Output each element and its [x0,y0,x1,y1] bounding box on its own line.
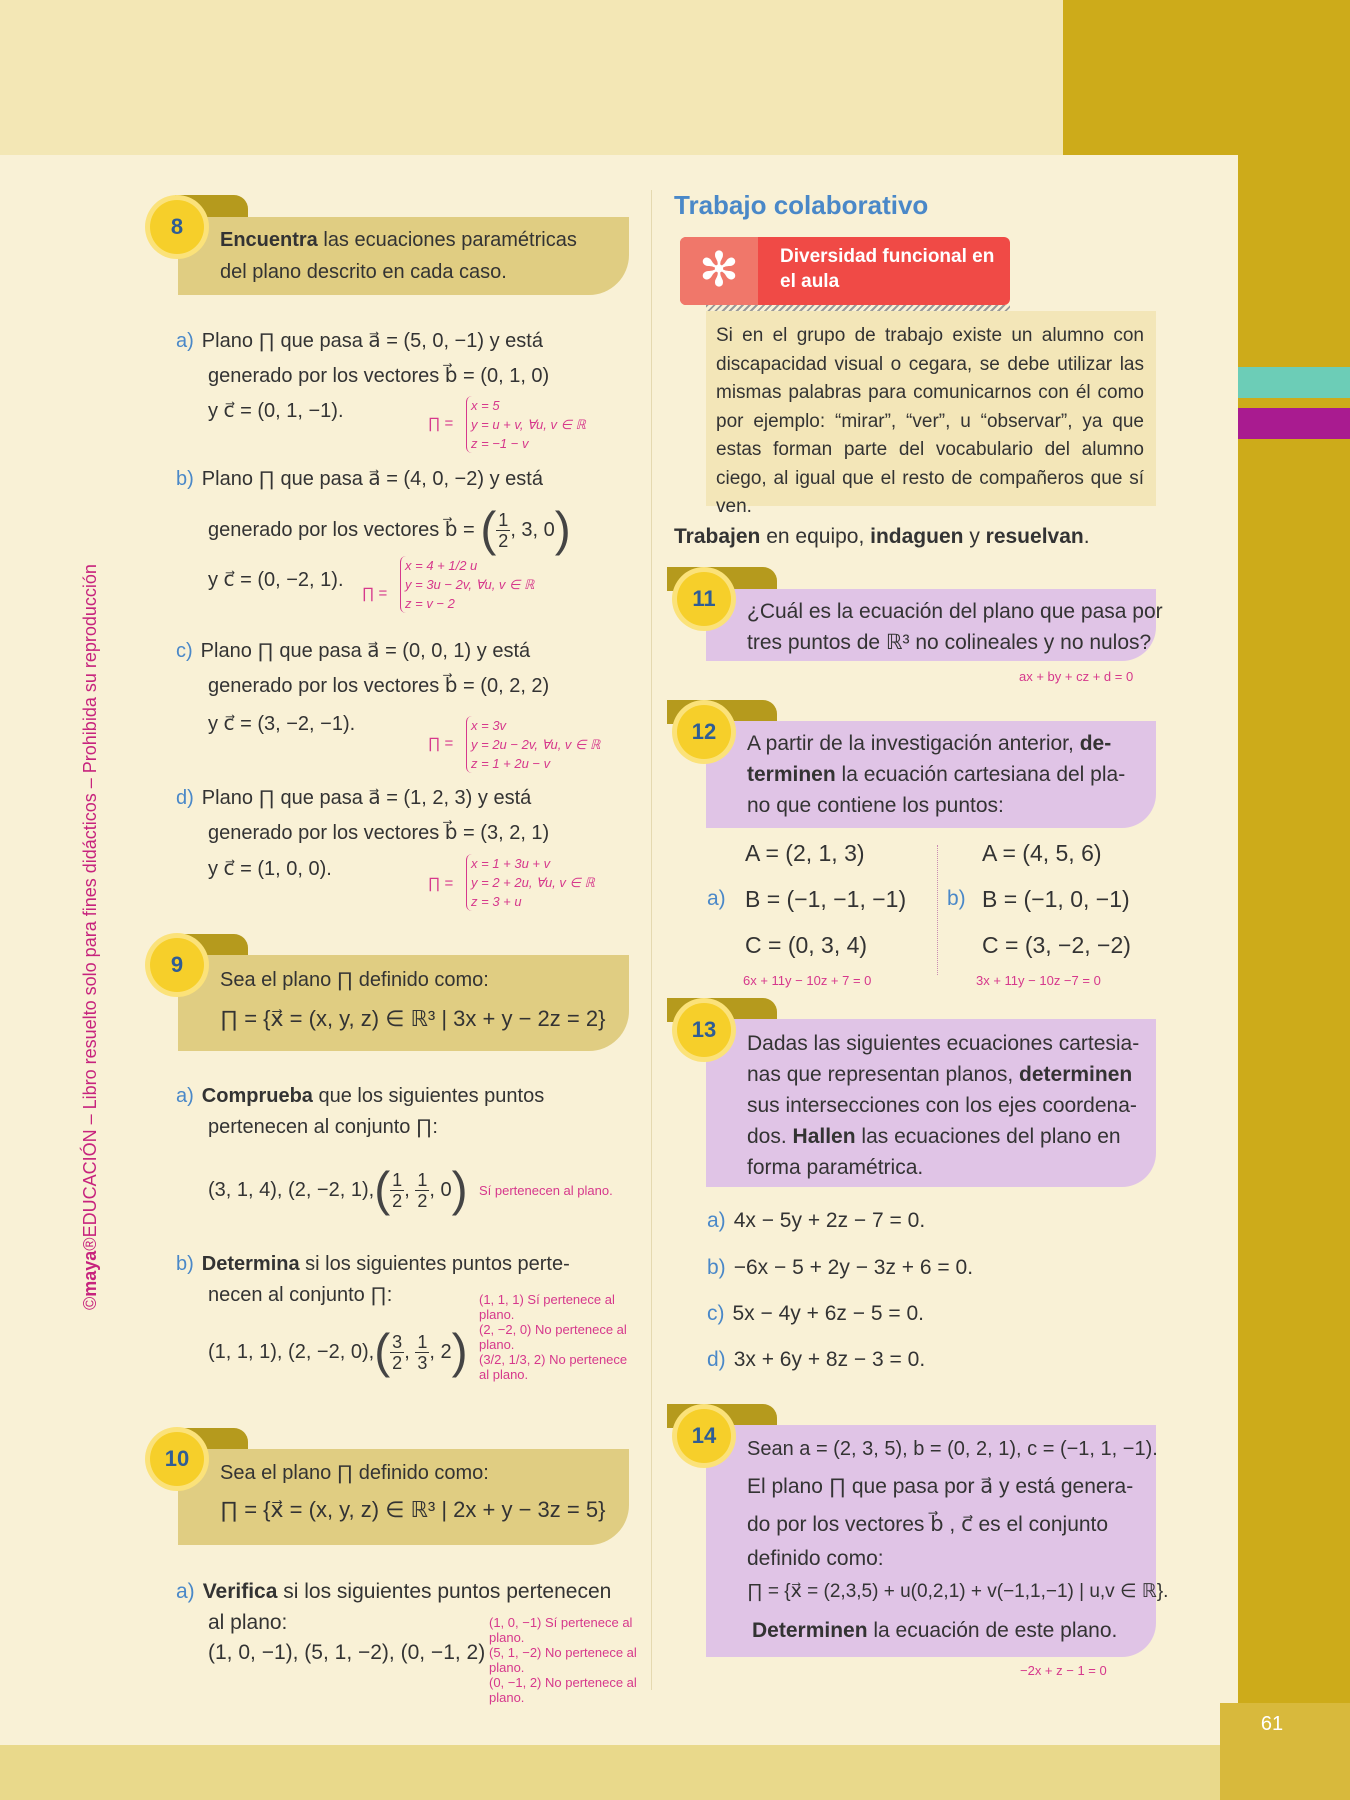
p8b-frac [496,510,510,551]
p9a-l2: pertenecen al conjunto ∏: [208,1116,438,1138]
p9b-letter: b) [176,1253,194,1275]
p9a-answer: Sí pertenecen al plano. [479,1183,613,1198]
p8b-s3: z = v − 2 [405,596,455,611]
badge-10: 10 [150,1432,204,1486]
p9a-pts: (3, 1, 4), (2, −2, 1), [208,1179,375,1201]
p9a-frac2 [415,1170,429,1211]
p8a-label [176,326,543,356]
p9a-letter: a) [176,1085,194,1107]
p8c-s3: z = 1 + 2u − v [471,756,551,771]
p14-l5: ∏ = {x⃗ = (2,3,5) + u(0,2,1) + v(−1,1,−1) | u,v ∈ ℝ}. [747,1581,1169,1602]
p12-l2a: terminen [747,763,836,786]
p12-l1a: A partir de la investigación anterior, [747,732,1080,755]
p9b-bold: Determina [201,1253,300,1275]
p9a-f2n: 1 [417,1170,428,1191]
p8c-label [176,636,530,666]
p8c-system [466,716,600,773]
p8a-s2: y = u + v, ∀u, v ∈ ℝ [471,417,586,432]
p10a-ans1: (1, 0, −1) Sí pertenece al plano. [489,1615,633,1645]
p11-answer: ax + by + cz + d = 0 [1019,669,1134,684]
p9a-bold: Comprueba [201,1085,313,1107]
p12-l2b: la ecuación cartesiana del pla- [835,763,1126,786]
badge-13: 13 [677,1003,731,1057]
p8c-pi: ∏ = [428,735,454,752]
p13c-letter: c) [707,1302,725,1325]
p12-l3: no que contiene los puntos: [747,794,1004,817]
p11-l1: ¿Cuál es la ecuación del plano que pasa por [747,600,1163,623]
section-heading: Trabajo colaborativo [674,190,929,220]
p8-rest: las ecuaciones paramétricas [317,229,577,251]
p13-l5: forma paramétrica. [747,1156,924,1179]
p12b-answer: 3x + 11y − 10z −7 = 0 [976,973,1101,988]
p9b-f2d: 3 [417,1353,428,1374]
p8c-l1: Plano ∏ que pasa a⃗ = (0, 0, 1) y está [200,640,531,662]
intro-b3: resuelvan [985,525,1084,548]
p8d-letter: d) [176,787,194,809]
p8b-label [176,464,543,494]
p12-l1 [747,729,1111,759]
diversity-title: Diversidad funcional en el aula [780,246,995,292]
p8-line1 [220,225,620,255]
p12a-label: a) [707,887,726,910]
intro-t2: y [963,525,986,548]
page-number: 61 [1260,1713,1284,1735]
p10a-ans2: (5, 1, −2) No pertenece al plano. [489,1645,637,1675]
p10a-letter: a) [176,1580,195,1603]
p9b-f2n: 1 [417,1332,428,1353]
p9a-label [176,1081,544,1111]
p9b-frac1 [390,1332,404,1373]
intro-b2: indaguen [870,525,964,548]
p8b-l1: Plano ∏ que pasa a⃗ = (4, 0, −2) y está [201,468,543,490]
p8c-s1: x = 3v [471,718,507,733]
p13-l2 [747,1060,1132,1090]
p9-l2: ∏ = {x⃗ = (x, y, z) ∈ ℝ³ | 3x + y − 2z = 2} [220,1006,606,1031]
p10a-answer [489,1615,639,1705]
p13a-eq: 4x − 5y + 2z − 7 = 0. [733,1209,926,1232]
p10a-rest: si los siguientes puntos pertenecen [277,1580,612,1603]
p14-l2: El plano ∏ que pasa por a⃗ y está genera- [747,1475,1134,1498]
vertical-copyright [80,450,110,1310]
p9b-frac2 [415,1332,429,1373]
p9a-rest: que los siguientes puntos [312,1085,545,1107]
vertical-rest: EDUCACIÓN – Libro resuelto solo para fines didácticos – Prohibida su reproducción [80,564,100,1238]
p8a-pi: ∏ = [428,415,454,432]
badge-12: 12 [677,705,731,759]
p13-l2a: nas que representan planos, [747,1063,1020,1086]
registered-sign: ® [80,1237,100,1251]
p14-l4: definido como: [747,1547,884,1570]
p8c-letter: c) [176,640,193,662]
p13d-letter: d) [707,1348,726,1371]
asterisk-icon: ✻ [680,237,758,305]
p8d-l1: Plano ∏ que pasa a⃗ = (1, 2, 3) y está [201,787,532,809]
p9a-points: (3, 1, 4), (2, −2, 1),( $\frac{1}{2}$ , $\frac{1}{2}$ , 0) [208,1163,468,1217]
p13-l2b: determinen [1019,1063,1133,1086]
p8c-s2: y = 2u − 2v, ∀u, v ∈ ℝ [471,737,601,752]
p12b-B: B = (−1, 0, −1) [982,886,1130,912]
p10a-ans3: (0, −1, 2) No pertenece al plano. [489,1675,637,1705]
p14-l6b: Determinen [752,1619,868,1642]
p8a-s1: x = 5 [471,398,500,413]
p8d-l2: generado por los vectores b⃗ = (3, 2, 1) [208,822,550,844]
badge-14: 14 [677,1409,731,1463]
p13c-eq: 5x − 4y + 6z − 5 = 0. [732,1302,924,1325]
p9-l1: Sea el plano ∏ definido como: [220,969,489,991]
p10-l2: ∏ = {x⃗ = (x, y, z) ∈ ℝ³ | 2x + y − 3z = 5} [220,1497,606,1522]
p9a-f2d: 2 [417,1191,428,1212]
p9a-tail: , 0 [429,1179,452,1201]
p10a-l3: (1, 0, −1), (5, 1, −2), (0, −1, 2) [208,1641,486,1664]
p12a-C: C = (0, 3, 4) [745,932,868,958]
p13d-eq: 3x + 6y + 8z − 3 = 0. [733,1348,926,1371]
p8d-s3: z = 3 + u [471,894,522,909]
p10a-l2: al plano: [208,1611,288,1634]
p8d-s2: y = 2 + 2u, ∀u, v ∈ ℝ [471,875,595,890]
p8d-s1: x = 1 + 3u + v [471,856,551,871]
p10-l1: Sea el plano ∏ definido como: [220,1462,489,1484]
magenta-tab [1238,408,1350,439]
p12a-answer: 6x + 11y − 10z + 7 = 0 [743,973,872,988]
p14-l6-rest: la ecuación de este plano. [867,1619,1118,1642]
p8b-l3: y c⃗ = (0, −2, 1). [208,569,344,591]
p13-item-a [707,1206,925,1236]
p9a-frac1 [390,1170,404,1211]
p12b-A: A = (4, 5, 6) [982,840,1102,866]
p8b-s2: y = 3u − 2v, ∀u, v ∈ ℝ [405,577,535,592]
p8a-s3: z = −1 − v [471,436,529,451]
p9b-ans1: (1, 1, 1) Sí pertenece al plano. [479,1292,615,1322]
column-divider [651,190,652,1690]
p8a-l3: y c⃗ = (0, 1, −1). [208,400,344,422]
p13-l4b: Hallen [792,1125,856,1148]
p12-l2 [747,760,1125,790]
intro-t1: en equipo, [760,525,871,548]
p12b-C: C = (3, −2, −2) [982,932,1131,958]
p11-l2: tres puntos de ℝ³ no colineales y no nulos? [747,631,1152,654]
p8a-letter: a) [176,330,194,352]
p8b-frac-den: 2 [498,531,509,552]
p9b-label [176,1249,570,1279]
p8c-l2: generado por los vectores b⃗ = (0, 2, 2) [208,675,550,697]
p13-item-b [707,1253,973,1283]
intro-t3: . [1083,525,1090,548]
p8b-s1: x = 4 + 1/2 u [405,558,478,573]
p13-l1: Dadas las siguientes ecuaciones cartesia- [747,1032,1140,1055]
p9a-f1n: 1 [392,1170,403,1191]
p8b-pi: ∏ = [362,585,388,602]
bottom-band [0,1745,1350,1800]
p8b-frac-num: 1 [498,510,509,531]
p9b-answer [479,1292,639,1382]
copyright-sign: © [80,1296,100,1310]
p9b-points: (1, 1, 1), (2, −2, 0),( $\frac{3}{2}$ , $\frac{1}{3}$ , 2) [208,1325,468,1379]
dotted-divider [937,845,938,975]
p13-l4a: dos. [747,1125,793,1148]
p9b-pts: (1, 1, 1), (2, −2, 0), [208,1341,375,1363]
badge-8: 8 [150,200,204,254]
p8a-l1: Plano ∏ que pasa a⃗ = (5, 0, −1) y está [201,330,543,352]
p9b-f1n: 3 [392,1332,403,1353]
diversity-text: Si en el grupo de trabajo existe un alumno con discapacidad visual o cegara, se debe utilizar las mismas palabras para comunicarnos con él como por ejemplo: “mirar”, “ver”, u “observar”, ya que estas forman parte del vocabulario del alumno ciego, al igual que el resto de compañeros que sí ven. [716,325,1144,517]
p9b-f1d: 2 [392,1353,403,1374]
p9b-ans2: (2, −2, 0) No pertenece al plano. [479,1322,627,1352]
p12b-label: b) [947,887,966,910]
badge-11: 11 [677,572,731,626]
team-intro [674,522,1090,552]
p13b-eq: −6x − 5 + 2y − 3z + 6 = 0. [733,1256,974,1279]
p13-item-d [707,1345,925,1375]
teal-tab [1238,367,1350,398]
p9b-tail: , 2 [429,1341,452,1363]
p14-l6 [752,1616,1117,1646]
p12-l1b: de- [1079,732,1112,755]
p9b-rest: si los siguientes puntos perte- [299,1253,570,1275]
p14-answer: −2x + z − 1 = 0 [1020,1663,1107,1678]
p8d-l3: y c⃗ = (1, 0, 0). [208,858,332,880]
p8-bold: Encuentra [220,229,318,251]
p14-l1: Sean a = (2, 3, 5), b = (0, 2, 1), c = (−1, 1, −1). [747,1438,1158,1460]
p8b-l2: generado por los vectores b⃗ = ( $\frac{1}{2}$ , 3, 0) [208,503,571,557]
p8d-pi: ∏ = [428,875,454,892]
intro-b1: Trabajen [674,525,761,548]
p14-l3: do por los vectores b⃗ , c⃗ es el conjunto [747,1513,1109,1536]
p10a-label [176,1577,611,1607]
p8b-system [400,556,534,613]
badge-9: 9 [150,938,204,992]
p8b-l2a: generado por los vectores b⃗ = [208,519,475,541]
p13-item-c [707,1299,924,1329]
p8a-l2: generado por los vectores b⃗ = (0, 1, 0) [208,365,550,387]
p13-l4c: las ecuaciones del plano en [855,1125,1121,1148]
p8-line2: del plano descrito en cada caso. [220,261,507,283]
p13a-letter: a) [707,1209,726,1232]
p8b-letter: b) [176,468,194,490]
brand-maya: maya [80,1250,100,1297]
p13b-letter: b) [707,1256,726,1279]
p12a-B: B = (−1, −1, −1) [745,886,907,912]
p9b-ans3: (3/2, 1/3, 2) No pertenece al plano. [479,1352,628,1382]
p9b-l2: necen al conjunto ∏: [208,1284,393,1306]
p13-l3: sus intersecciones con los ejes coordena- [747,1094,1137,1117]
p8a-system [466,396,586,453]
p13-l4 [747,1122,1121,1152]
p8b-l2b: , 3, 0 [510,519,555,541]
p8d-label [176,783,531,813]
p12a-A: A = (2, 1, 3) [745,840,865,866]
p8d-system [466,854,595,911]
p9a-f1d: 2 [392,1191,403,1212]
p8c-l3: y c⃗ = (3, −2, −1). [208,713,356,735]
p10a-bold: Verifica [202,1580,278,1603]
